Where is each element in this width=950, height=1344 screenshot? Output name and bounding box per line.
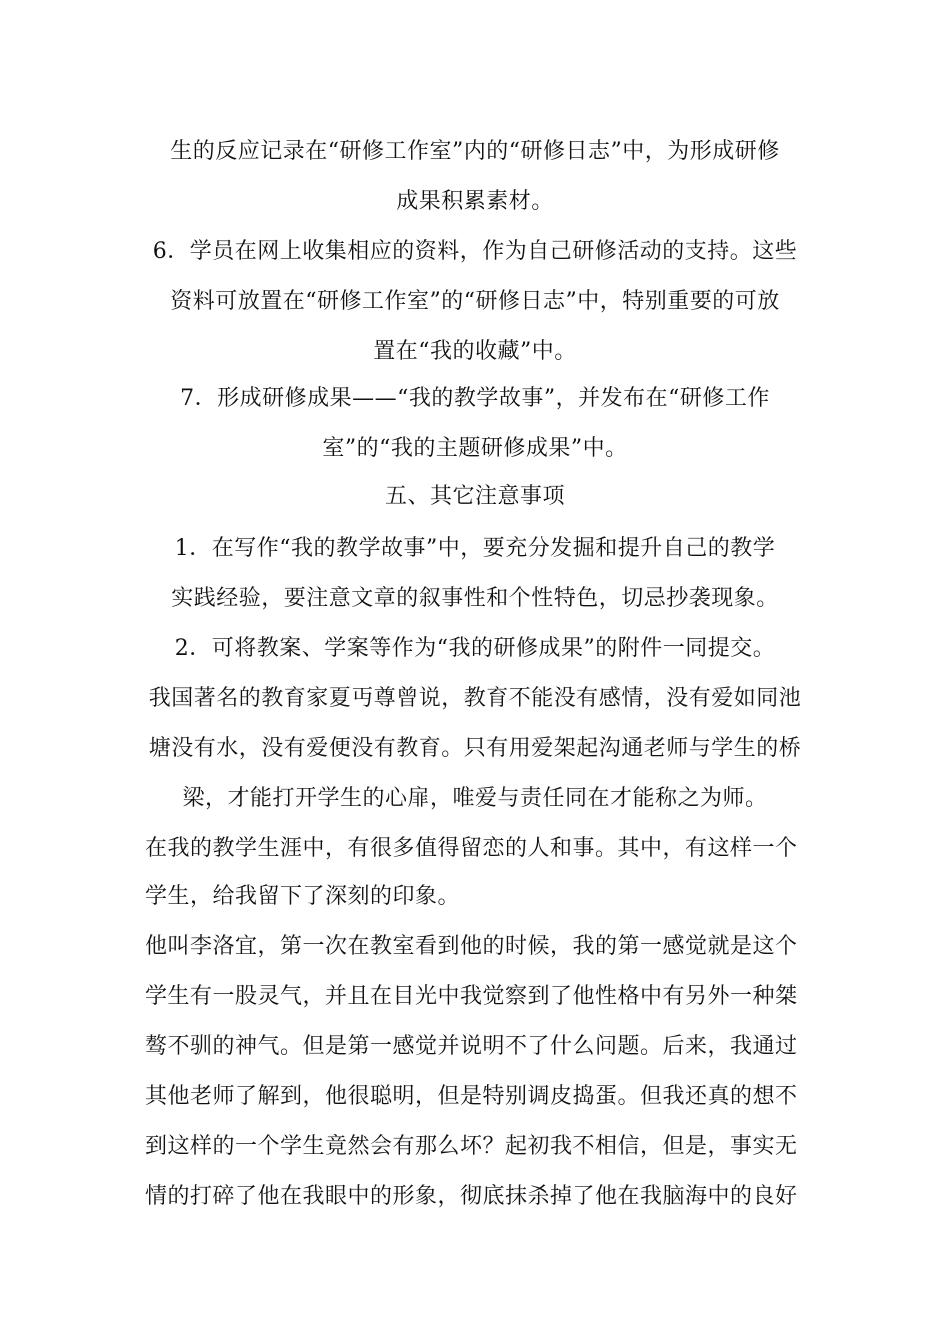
text-line: 资料可放置在“研修工作室”的“研修日志”中，特别重要的可放 <box>170 289 780 314</box>
text-line: 置在“我的收藏”中。 <box>373 339 577 364</box>
text-line: 学生，给我留下了深刻的印象。 <box>145 884 461 909</box>
text-line: 到这样的一个学生竟然会有那么坏？起初我不相信，但是，事实无 <box>145 1134 798 1159</box>
text-line: 生的反应记录在“研修工作室”内的“研修日志”中，为形成研修 <box>170 139 780 164</box>
section-heading: 五、其它注意事项 <box>384 484 565 509</box>
text-line: 骜不驯的神气。但是第一感觉并说明不了什么问题。后来，我通过 <box>145 1034 798 1059</box>
text-line: 6．学员在网上收集相应的资料，作为自己研修活动的支持。这些 <box>152 239 798 264</box>
text-line: 1．在写作“我的教学故事”中，要充分发掘和提升自己的教学 <box>174 536 776 561</box>
text-line: 在我的教学生涯中，有很多值得留恋的人和事。其中，有这样一个 <box>145 836 798 861</box>
text-line: 他叫李洛宜，第一次在教室看到他的时候，我的第一感觉就是这个 <box>145 934 798 959</box>
text-line: 学生有一股灵气，并且在目光中我觉察到了他性格中有另外一种桀 <box>145 984 798 1009</box>
text-line: 梁，才能打开学生的心扉，唯爱与责任同在才能称之为师。 <box>182 786 768 811</box>
text-line: 实践经验，要注意文章的叙事性和个性特色，切忌抄袭现象。 <box>171 586 779 611</box>
text-line: 室”的“我的主题研修成果”中。 <box>322 436 628 461</box>
text-line: 其他老师了解到，他很聪明，但是特别调皮捣蛋。但我还真的想不 <box>145 1084 798 1109</box>
text-line: 成果积累素材。 <box>396 189 554 214</box>
text-line: 塘没有水，没有爱便没有教育。只有用爱架起沟通老师与学生的桥 <box>148 736 802 761</box>
text-line: 我国著名的教育家夏丏尊曾说，教育不能没有感情，没有爱如同池 <box>148 686 802 711</box>
text-line: 7．形成研修成果——“我的教学故事”，并发布在“研修工作 <box>180 386 770 411</box>
text-line: 情的打碎了他在我眼中的形象，彻底抹杀掉了他在我脑海中的良好 <box>145 1184 798 1209</box>
text-line: 2．可将教案、学案等作为“我的研修成果”的附件一同提交。 <box>174 636 776 661</box>
